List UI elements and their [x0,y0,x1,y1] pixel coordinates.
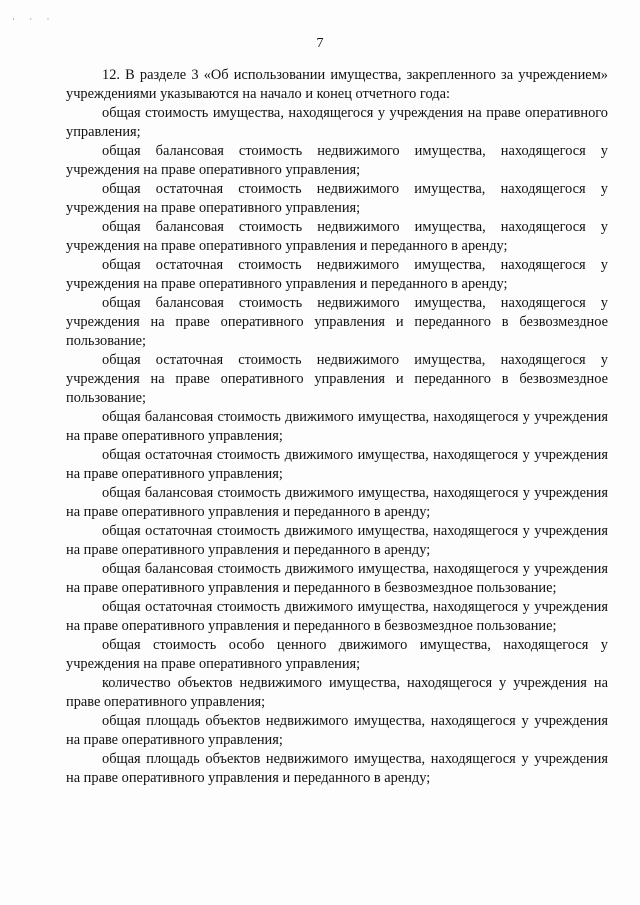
list-item: общая стоимость особо ценного движимого имущества, находящегося у учреждения на праве оперативного управления; [66,637,608,672]
list-item: общая балансовая стоимость движимого имущества, находящегося у учреждения на праве оперативного управления и переданного в безвозмездное пользование; [66,561,608,596]
list-item: общая балансовая стоимость недвижимого имущества, находящегося у учреждения на праве оперативного управления и переданного в безвозмездное пользование; [66,295,608,349]
list-item: количество объектов недвижимого имущества, находящегося у учреждения на праве оперативного управления; [66,675,608,710]
list-item: общая остаточная стоимость движимого имущества, находящегося у учреждения на праве оперативного управления; [66,447,608,482]
list-item: общая остаточная стоимость недвижимого имущества, находящегося у учреждения на праве оперативного управления и переданного в аренду; [66,257,608,292]
list-item: общая стоимость имущества, находящегося у учреждения на праве оперативного управления; [66,105,608,140]
list-item: общая площадь объектов недвижимого имущества, находящегося у учреждения на праве оперативного управления; [66,713,608,748]
list-item: общая балансовая стоимость движимого имущества, находящегося у учреждения на праве оперативного управления и переданного в аренду; [66,485,608,520]
document-body [66,66,608,788]
page-number: 7 [316,36,324,51]
list-item: общая остаточная стоимость движимого имущества, находящегося у учреждения на праве оперативного управления и переданного в безвозмездное пользование; [66,599,608,634]
scan-marks: · · · [12,14,56,24]
list-item: общая площадь объектов недвижимого имущества, находящегося у учреждения на праве оперативного управления и переданного в аренду; [66,751,608,786]
list-item: общая остаточная стоимость недвижимого имущества, находящегося у учреждения на праве оперативного управления; [66,181,608,216]
paragraph-intro: 12. В разделе 3 «Об использовании имущества, закрепленного за учреждением» учреждениями указываются на начало и конец отчетного года: [66,67,608,102]
list-item: общая остаточная стоимость движимого имущества, находящегося у учреждения на праве оперативного управления и переданного в аренду; [66,523,608,558]
list-item: общая балансовая стоимость недвижимого имущества, находящегося у учреждения на праве оперативного управления; [66,143,608,178]
list-item: общая балансовая стоимость недвижимого имущества, находящегося у учреждения на праве оперативного управления и переданного в аренду; [66,219,608,254]
list-item: общая остаточная стоимость недвижимого имущества, находящегося у учреждения на праве оперативного управления и переданного в безвозмездное пользование; [66,352,608,406]
list-item: общая балансовая стоимость движимого имущества, находящегося у учреждения на праве оперативного управления; [66,409,608,444]
